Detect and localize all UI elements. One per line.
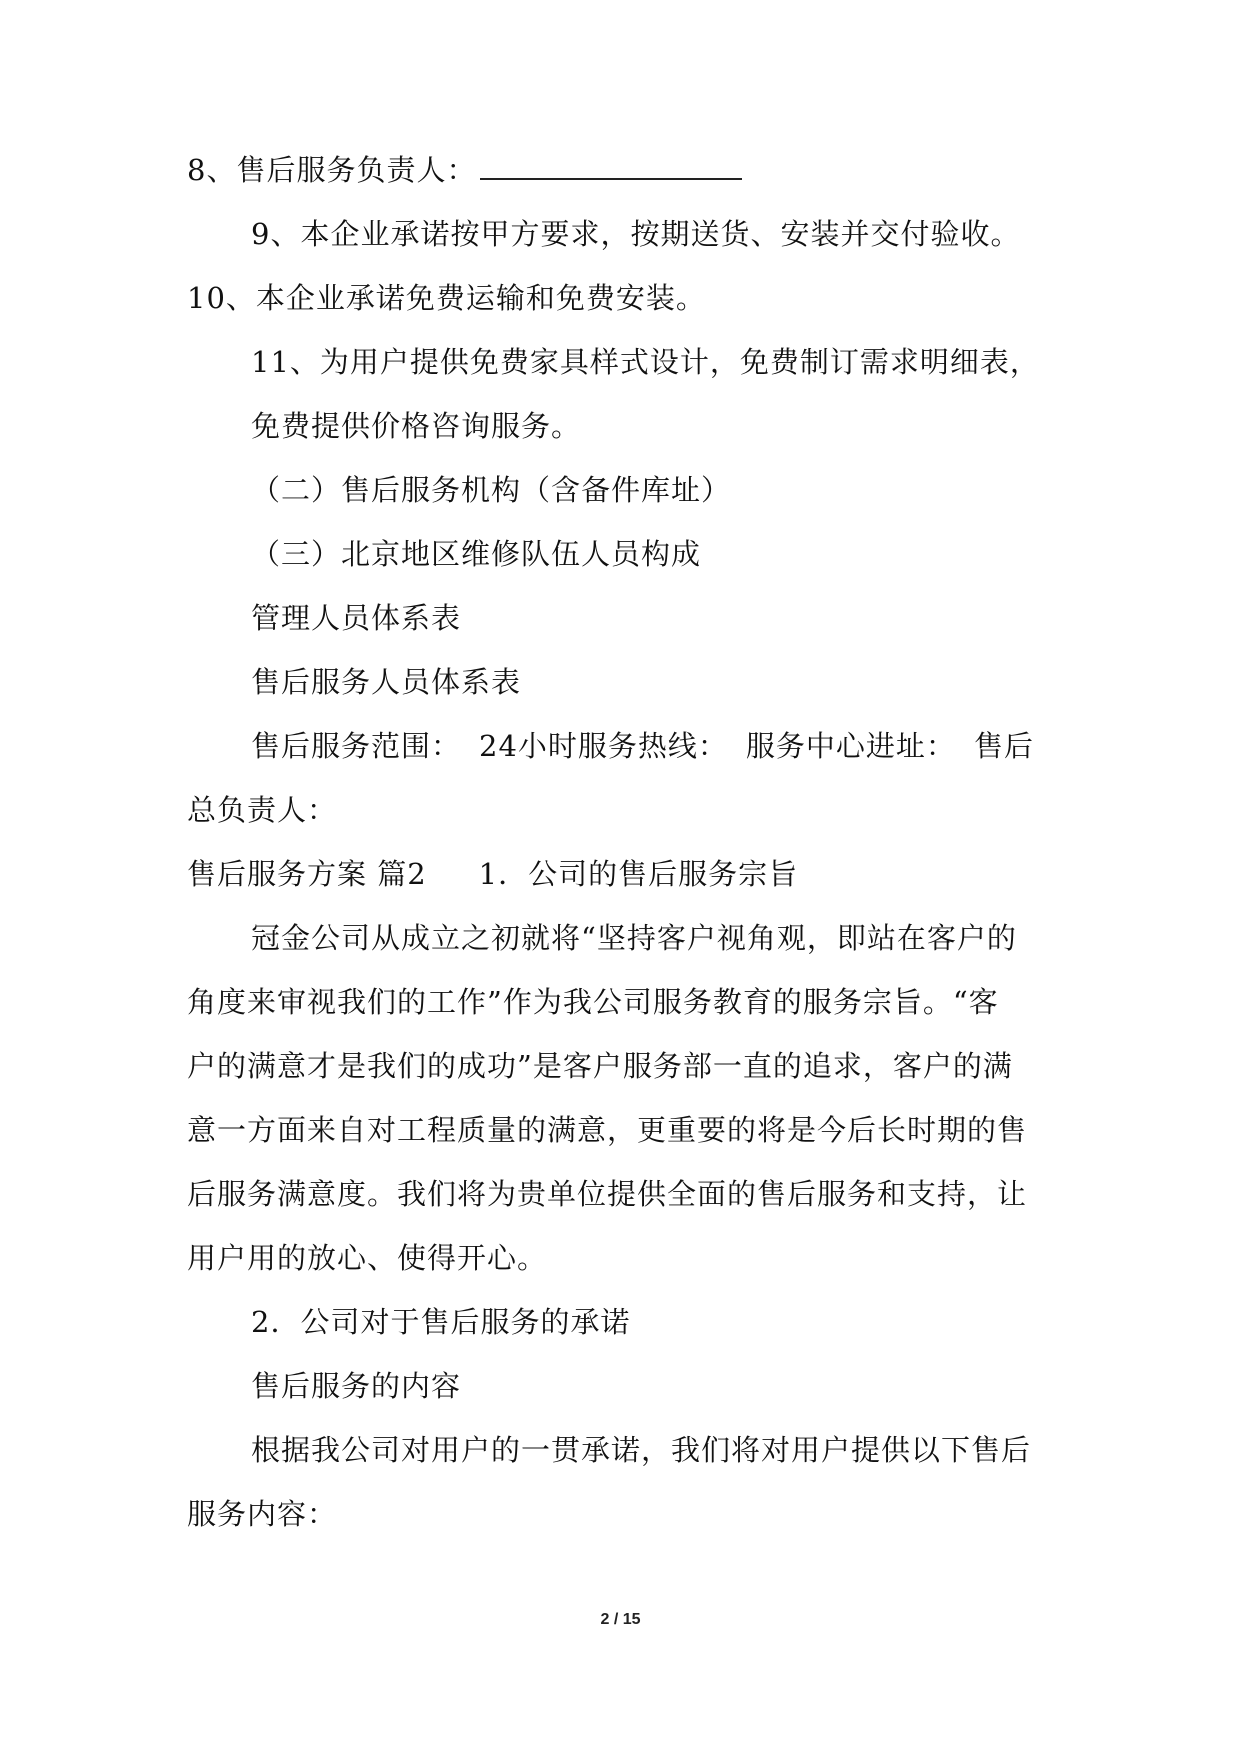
service-center-address-label: 服务中心进址：: [745, 729, 956, 763]
section-3-heading: （三）北京地区维修队伍人员构成: [251, 537, 702, 571]
service-content-heading: 售后服务的内容: [251, 1369, 462, 1403]
commitment-heading: 2．公司对于售后服务的承诺: [251, 1305, 631, 1339]
page-number: 2 / 15: [600, 1611, 641, 1628]
purpose-paragraph-line4: 意一方面来自对工程质量的满意，更重要的将是今后长时期的售: [187, 1113, 1028, 1147]
service-scope-line: [251, 726, 1034, 766]
item-8-label: 8、售后服务负责人：: [187, 153, 477, 187]
section-2-heading: （二）售后服务机构（含备件库址）: [251, 473, 732, 507]
general-manager-label: 总负责人：: [187, 793, 338, 827]
management-staff-table-title: 管理人员体系表: [251, 601, 462, 635]
item-8-after-sales-manager: [187, 150, 742, 190]
item-10-text: 10、本企业承诺免费运输和免费安装。: [187, 281, 706, 315]
basis-paragraph-line2: 服务内容：: [187, 1497, 338, 1531]
after-sales-label-start: 售后: [973, 729, 1034, 763]
purpose-paragraph-line5: 后服务满意度。我们将为贵单位提供全面的售后服务和支持，让: [187, 1177, 1028, 1211]
after-sales-staff-table-title: 售后服务人员体系表: [251, 665, 522, 699]
plan-2-heading-line: [187, 854, 798, 894]
item-11-text-line2: 免费提供价格咨询服务。: [251, 409, 582, 443]
purpose-paragraph-line6: 用户用的放心、使得开心。: [187, 1241, 548, 1275]
fill-in-blank-line: [480, 156, 742, 180]
purpose-paragraph-line3: 户的满意才是我们的成功”是客户服务部一直的追求，客户的满: [187, 1049, 1013, 1083]
item-9-text: 9、本企业承诺按甲方要求，按期送货、安装并交付验收。: [251, 217, 1021, 251]
basis-paragraph-line1: 根据我公司对用户的一贯承诺，我们将对用户提供以下售后: [251, 1433, 1032, 1467]
item-11-text-line1: 11、为用户提供免费家具样式设计，免费制订需求明细表，: [251, 345, 1040, 379]
hotline-label: 24小时服务热线：: [479, 729, 728, 763]
purpose-paragraph-line2: 角度来审视我们的工作”作为我公司服务教育的服务宗旨。“客: [187, 985, 999, 1019]
purpose-paragraph-line1: 冠金公司从成立之初就将“坚持客户视角观，即站在客户的: [251, 921, 1017, 955]
plan-2-title: 售后服务方案 篇2: [187, 857, 427, 891]
service-scope-label: 售后服务范围：: [251, 729, 462, 763]
service-purpose-heading: 1．公司的售后服务宗旨: [478, 857, 799, 891]
